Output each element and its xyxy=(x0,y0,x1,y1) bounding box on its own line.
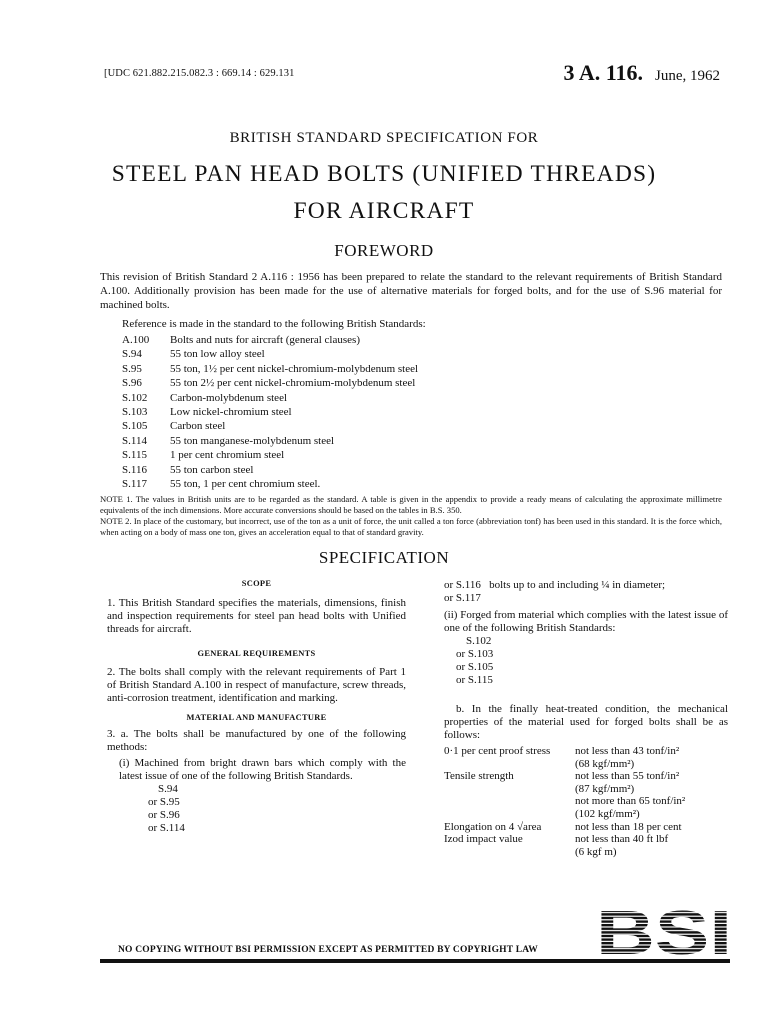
udc-number: [UDC 621.882.215.082.3 : 669.14 : 629.131 xyxy=(104,68,295,79)
scope-heading: SCOPE xyxy=(241,579,272,588)
standard-item: or S.115 xyxy=(456,674,493,686)
property-name: 0·1 per cent proof stress xyxy=(444,745,551,757)
reference-desc: Carbon-molybdenum steel xyxy=(170,391,288,404)
foreword-notes xyxy=(100,494,722,538)
reference-code: S.116 xyxy=(122,463,147,476)
property-name: Izod impact value xyxy=(444,833,523,846)
spec-left-column xyxy=(107,577,406,835)
reference-desc: Low nickel-chromium steel xyxy=(170,405,292,418)
note-1: NOTE 1. The values in British units are to be regarded as the standard. A table is given in the appendix to provide a ready means of calculating the approximate millimetre equivalents of the inch dimensions. More accurate conversions should be based on the tables in B.S. 350. xyxy=(100,494,722,515)
standard-item: or S.114 xyxy=(148,822,185,834)
note-2: NOTE 2. In place of the customary, but incorrect, use of the ton as a unit of force, the unit called a ton force (abbreviation tonf) has been used in this standard. It is the force which, when acting on a body of mass one ton, gives an acceleration equal to that of standard gravity. xyxy=(100,516,722,537)
document-title-line1: STEEL PAN HEAD BOLTS (UNIFIED THREADS) xyxy=(111,161,657,187)
specification-heading: SPECIFICATION xyxy=(318,548,450,567)
general-requirements-heading: GENERAL REQUIREMENTS xyxy=(197,649,316,658)
copyright-notice: NO COPYING WITHOUT BSI PERMISSION EXCEPT AS PERMITTED BY COPYRIGHT LAW xyxy=(118,945,538,955)
reference-code: S.96 xyxy=(122,377,142,390)
property-values xyxy=(575,745,685,770)
method-i-standards xyxy=(107,783,406,835)
property-name: Elongation on 4 √area xyxy=(444,820,542,833)
property-value: not less than 43 tonf/in² xyxy=(575,745,680,757)
foreword-intro: This revision of British Standard 2 A.116 : 1956 has been prepared to relate the standard to the relevant requirements of British Standard A.100. Additionally provision has been made for the use of alternative materials for forged bolts, and for the use of S.96 material for machined bolts. xyxy=(100,271,722,311)
property-values xyxy=(575,821,685,834)
property-value: (6 kgf m) xyxy=(575,845,617,858)
mechanical-properties-table xyxy=(444,745,685,858)
reference-desc: 55 ton low alloy steel xyxy=(170,348,265,361)
forged-standard-line: or S.116 bolts up to and including ¼ in diameter; xyxy=(444,579,666,591)
reference-desc: 55 ton, 1 per cent chromium steel. xyxy=(170,477,321,490)
publication-date: June, 1962 xyxy=(655,68,720,84)
para-b-text: b. In the finally heat-treated condition, the mechanical properties of the material used for forged bolts shall be as follows: xyxy=(444,703,728,741)
standard-number: 3 A. 116. xyxy=(563,60,643,85)
property-values xyxy=(575,833,685,858)
reference-item xyxy=(122,419,418,433)
reference-code: S.95 xyxy=(122,362,142,375)
table-row xyxy=(444,833,685,858)
property-value: not less than 40 ft lbf xyxy=(575,833,669,846)
property-value: not more than 65 tonf/in² xyxy=(575,795,686,808)
document-number xyxy=(564,60,720,86)
reference-desc: 55 ton 2½ per cent nickel-chromium-molybdenum steel xyxy=(170,377,416,390)
property-value: (87 kgf/mm²) xyxy=(575,782,635,795)
standard-item: or S.103 xyxy=(456,648,494,660)
reference-code: S.102 xyxy=(122,391,148,404)
property-value: (102 kgf/mm²) xyxy=(575,807,640,820)
spec-right-column xyxy=(444,579,728,858)
standard-item: S.94 xyxy=(158,783,178,795)
reference-desc: Bolts and nuts for aircraft (general clauses) xyxy=(170,334,360,346)
reference-desc: 1 per cent chromium steel xyxy=(170,449,285,462)
reference-desc: 55 ton, 1½ per cent nickel-chromium-molybdenum steel xyxy=(170,362,419,375)
reference-item xyxy=(122,477,418,491)
reference-desc: 55 ton manganese-molybdenum steel xyxy=(170,434,335,447)
forged-standard-line: or S.117 xyxy=(444,592,481,604)
method-ii-standards xyxy=(444,635,728,687)
property-value: not less than 18 per cent xyxy=(575,820,682,833)
reference-code: S.103 xyxy=(122,405,148,418)
property-values xyxy=(575,770,685,820)
reference-code: S.94 xyxy=(122,348,142,361)
footer-rule xyxy=(100,959,730,963)
reference-item xyxy=(122,448,418,462)
reference-item xyxy=(122,463,418,477)
method-ii-text: (ii) Forged from material which complies with the latest issue of one of the following British Standards: xyxy=(444,609,728,634)
standard-item: or S.95 xyxy=(148,796,180,808)
reference-code: S.114 xyxy=(122,434,147,447)
bsi-logo-graphic xyxy=(594,906,734,956)
material-heading: MATERIAL AND MANUFACTURE xyxy=(186,713,327,722)
references-list xyxy=(122,333,418,491)
reference-item xyxy=(122,434,418,448)
reference-item xyxy=(122,333,418,347)
property-value: not less than 55 tonf/in² xyxy=(575,770,680,783)
property-name: Tensile strength xyxy=(444,770,514,783)
reference-code: A.100 xyxy=(122,334,150,346)
document-subtitle: BRITISH STANDARD SPECIFICATION FOR xyxy=(229,130,539,146)
reference-code: S.105 xyxy=(122,420,148,433)
bsi-logo xyxy=(594,906,734,961)
foreword-heading: FOREWORD xyxy=(334,241,434,260)
method-i-text: (i) Machined from bright drawn bars which comply with the latest issue of one of the following British Standards. xyxy=(119,757,406,782)
reference-code: S.115 xyxy=(122,449,147,462)
scope-text: 1. This British Standard specifies the materials, dimensions, finish and inspection requirements for steel pan head bolts with Unified threads for aircraft. xyxy=(107,597,406,635)
reference-item xyxy=(122,362,418,376)
table-row xyxy=(444,770,685,820)
reference-desc: Carbon steel xyxy=(170,420,226,433)
property-value: (68 kgf/mm²) xyxy=(575,757,635,770)
reference-item xyxy=(122,391,418,405)
table-row xyxy=(444,745,685,770)
reference-item xyxy=(122,405,418,419)
document-title-line2: FOR AIRCRAFT xyxy=(293,198,475,224)
standard-item: or S.105 xyxy=(456,661,494,673)
material-text: 3. a. The bolts shall be manufactured by one of the following methods: xyxy=(107,728,406,753)
table-row xyxy=(444,821,685,834)
general-requirements-text: 2. The bolts shall comply with the relevant requirements of Part 1 of British Standard A.100 in respect of manufacture, screw threads, anti-corrosion treatment, identification and marking. xyxy=(107,666,406,704)
reference-item xyxy=(122,376,418,390)
reference-item xyxy=(122,347,418,361)
standard-item: S.102 xyxy=(466,635,492,647)
standard-item: or S.96 xyxy=(148,809,180,821)
reference-code: S.117 xyxy=(122,477,147,490)
references-lead: Reference is made in the standard to the following British Standards: xyxy=(122,318,426,330)
reference-desc: 55 ton carbon steel xyxy=(170,463,254,476)
